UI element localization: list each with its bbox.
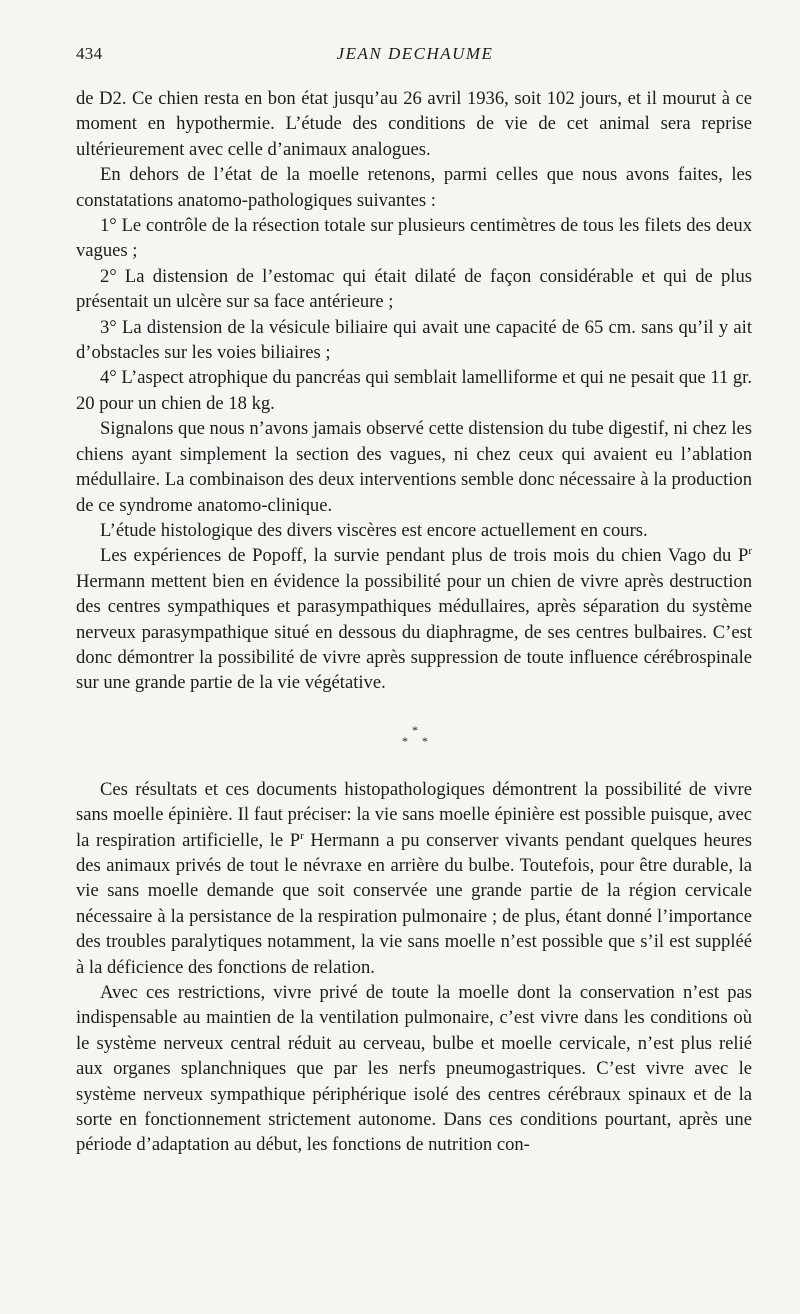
finding-item-4: 4° L’aspect atrophique du pancréas qui semblait lamelliforme et qui ne pesait que 11 gr. 20 pour un chien de 18 kg.	[76, 367, 752, 414]
asterism-star: *	[402, 733, 408, 748]
asterism-star: *	[412, 722, 418, 737]
paragraph-results	[76, 777, 752, 980]
text-run: Hermann mettent bien en évidence la possibilité pour un chien de vivre après destruction des centres sympathiques et parasympathiques médullaires, après séparation du système nerveux parasympathique situé en dessous du diaphragme, de ses centres bulbaires. C’est donc démontrer la possibilité de vivre après suppression de toute influence cérébrospinale sur une grande partie de la vie végétative.	[76, 570, 752, 694]
paragraph-restrictions: Avec ces restrictions, vivre privé de toute la moelle dont la conservation n’est pas indispensable au maintien de la ventilation pulmonaire, c’est vivre dans les conditions où le système nerveux central réduit au cerveau, bulbe et moelle cervicale, n’est plus relié aux organes splanchniques que par les nerfs pneumogastriques. C’est vivre avec le système nerveux sympathique périphérique isolé des centres cérébraux spinaux et de la sorte en fonctionnement strictement autonome. Dans ces conditions pourtant, après une période d’adaptation au début, les fonctions de nutrition con-	[76, 982, 752, 1156]
paragraph-continuation: de D2. Ce chien resta en bon état jusqu’au 26 avril 1936, soit 102 jours, et il mourut à ce moment en hypothermie. L’étude des conditions de vie de cet animal sera reprise ultérieurement avec celle d’animaux analogues.	[76, 88, 752, 160]
finding-item-3: 3° La distension de la vésicule biliaire qui avait une capacité de 65 cm. sans qu’il y ait d’obstacles sur les voies biliaires ;	[76, 316, 752, 364]
section-asterism	[76, 696, 752, 777]
paragraph-findings-intro: En dehors de l’état de la moelle retenons, parmi celles que nous avons faites, les constatations anatomo-pathologiques suivantes :	[76, 164, 752, 211]
asterism-star: *	[422, 733, 428, 748]
text-run: Hermann a pu conserver vivants pendant quelques heures des animaux privés de tout le névraxe en arrière du bulbe. Toutefois, pour être durable, la vie sans moelle demande que soit conservée une grande partie de la région cervicale nécessaire à la persistance de la respiration pulmonaire ; de plus, étant donné l’importance des troubles paralytiques notamment, la vie sans moelle n’est possible que s’il est suppléé à la déficience des fonctions de relation.	[76, 829, 752, 978]
paragraph-observations: Signalons que nous n’avons jamais observé cette distension du tube digestif, ni chez les chiens ayant simplement la section des vagues, ni chez ceux qui avaient eu l’ablation médullaire. La combinaison des deux interventions semble donc nécessaire à la production de ce syndrome anatomo-clinique.	[76, 418, 752, 516]
finding-item-2: 2° La distension de l’estomac qui était dilaté de façon considérable et qui de plus présentait un ulcère sur sa face antérieure ;	[76, 265, 752, 313]
running-header	[76, 44, 754, 68]
superscript: r	[300, 829, 304, 842]
paragraph-histology: L’étude histologique des divers viscères est encore actuellement en cours.	[100, 519, 648, 541]
page-number: 434	[76, 44, 103, 63]
superscript: r	[748, 545, 752, 558]
finding-item-1: 1° Le contrôle de la résection totale sur plusieurs centimètres de tous les filets des deux vagues ;	[76, 215, 752, 262]
text-run: Ces résultats et ces documents histopathologiques démontrent la possibilité de vivre sans moelle épinière. Il faut préciser: la vie sans moelle épinière est possible puisque, avec la respiration artificielle, le P	[76, 778, 752, 851]
paragraph-experiments	[76, 543, 752, 695]
running-title: JEAN DECHAUME	[336, 44, 494, 63]
text-run: Les expériences de Popoff, la survie pendant plus de trois mois du chien Vago du P	[100, 545, 749, 567]
body-text	[76, 86, 752, 1158]
